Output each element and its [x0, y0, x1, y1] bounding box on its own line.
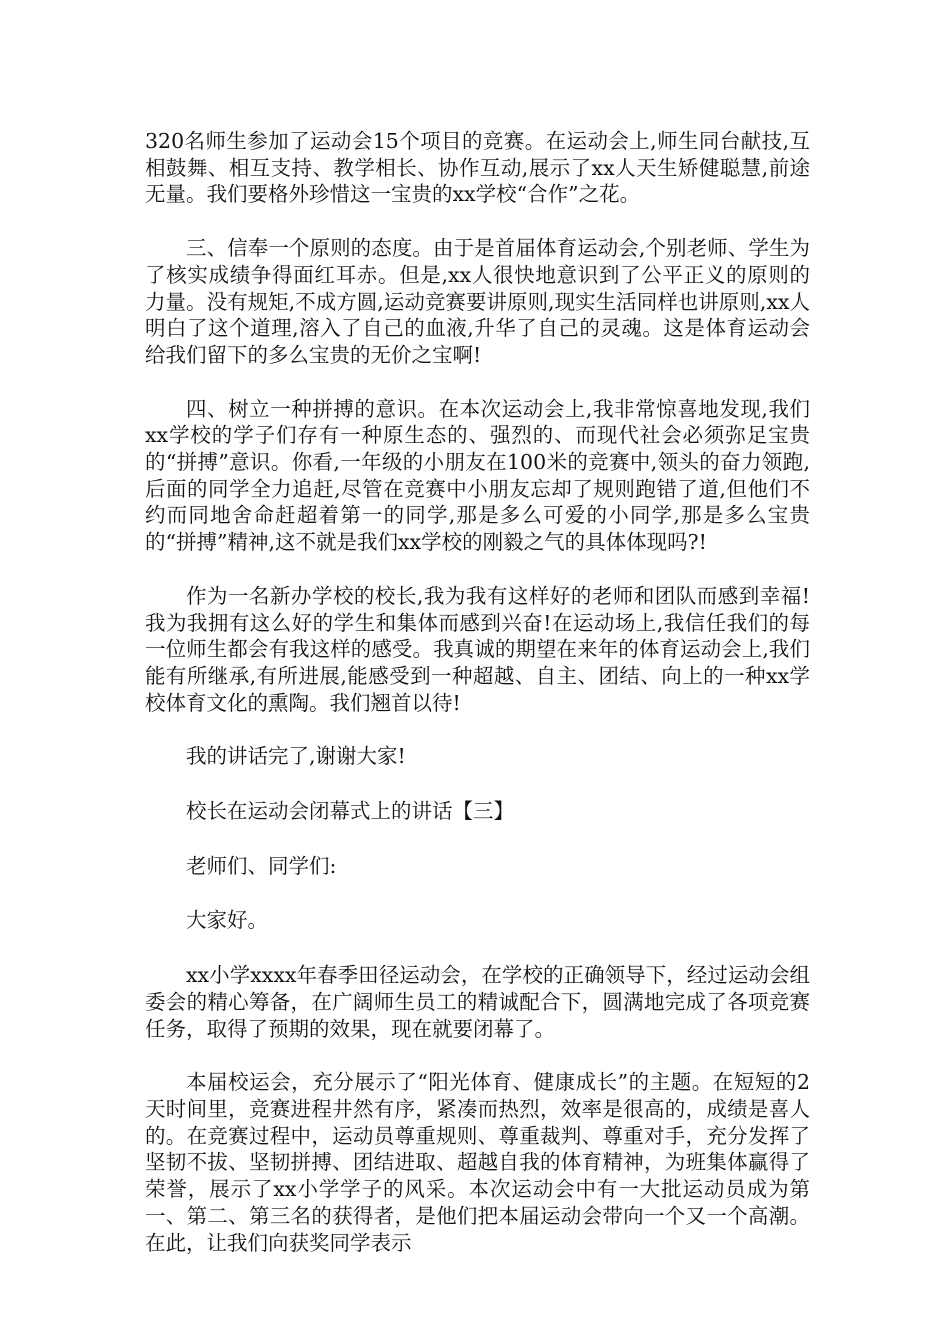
paragraph-principle: 三、信奉一个原则的态度。由于是首届体育运动会,个别老师、学生为了核实成绩争得面红耳赤。但是,xx人很快地意识到了公平正义的原则的力量。没有规矩,不成方圆,运动竞赛要讲原则,现实生活同样也讲原则,xx人明白了这个道理,溶入了自己的血液,升华了自己的灵魂。这是体育运动会给我们留下的多么宝贵的无价之宝啊!: [145, 236, 810, 367]
paragraph-principal-reflection: 作为一名新办学校的校长,我为我有这样好的老师和团队而感到幸福!我为我拥有这么好的学生和集体而感到兴奋!在运动场上,我信任我们的每一位师生都会有我这样的感受。我真诚的期望在来年的体育运动会上,我们能有所继承,有所进展,能感受到一种超越、自主、团结、向上的一种xx学校体育文化的熏陶。我们翘首以待!: [145, 583, 810, 715]
greeting: 大家好。: [186, 908, 268, 933]
salutation: 老师们、同学们:: [186, 853, 337, 878]
paragraph-meet-theme: 本届校运会，充分展示了“阳光体育、健康成长”的主题。在短短的2天时间里，竞赛进程井然有序，紧凑而热烈，效率是很高的，成绩是喜人的。在竞赛过程中，运动员尊重规则、尊重裁判、尊重对手，充分发挥了坚韧不拔、坚韧拼搏、团结进取、超越自我的体育精神，为班集体赢得了荣誉，展示了xx小学学子的风采。本次运动会中有一大批运动员成为第一、第二、第三名的获得者，是他们把本届运动会带向一个又一个高潮。在此，让我们向获奖同学表示: [145, 1070, 810, 1255]
paragraph-meet-overview: xx小学xxxx年春季田径运动会，在学校的正确领导下，经过运动会组委会的精心筹备，在广阔师生员工的精诚配合下，圆满地完成了各项竞赛任务，取得了预期的效果，现在就要闭幕了。: [145, 963, 810, 1041]
document-page: [145, 128, 810, 1283]
section-heading: 校长在运动会闭幕式上的讲话【三】: [186, 799, 514, 824]
paragraph-closing-thanks: 我的讲话完了,谢谢大家!: [186, 744, 406, 769]
paragraph-cooperation: 320名师生参加了运动会15个项目的竞赛。在运动会上,师生同台献技,互相鼓舞、相互支持、教学相长、协作互动,展示了xx人天生矫健聪慧,前途无量。我们要格外珍惜这一宝贵的xx学校“合作”之花。: [145, 129, 810, 207]
paragraph-striving: 四、树立一种拼搏的意识。在本次运动会上,我非常惊喜地发现,我们xx学校的学子们存有一种原生态的、强烈的、而现代社会必须弥足宝贵的“拼搏”意识。你看,一年级的小朋友在100米的竞赛中,领头的奋力领跑,后面的同学全力追赶,尽管在竞赛中小朋友忘却了规则跑错了道,但他们不约而同地舍命赶超着第一的同学,那是多么可爱的小同学,那是多么宝贵的“拼搏”精神,这不就是我们xx学校的刚毅之气的具体体现吗?!: [145, 396, 810, 555]
